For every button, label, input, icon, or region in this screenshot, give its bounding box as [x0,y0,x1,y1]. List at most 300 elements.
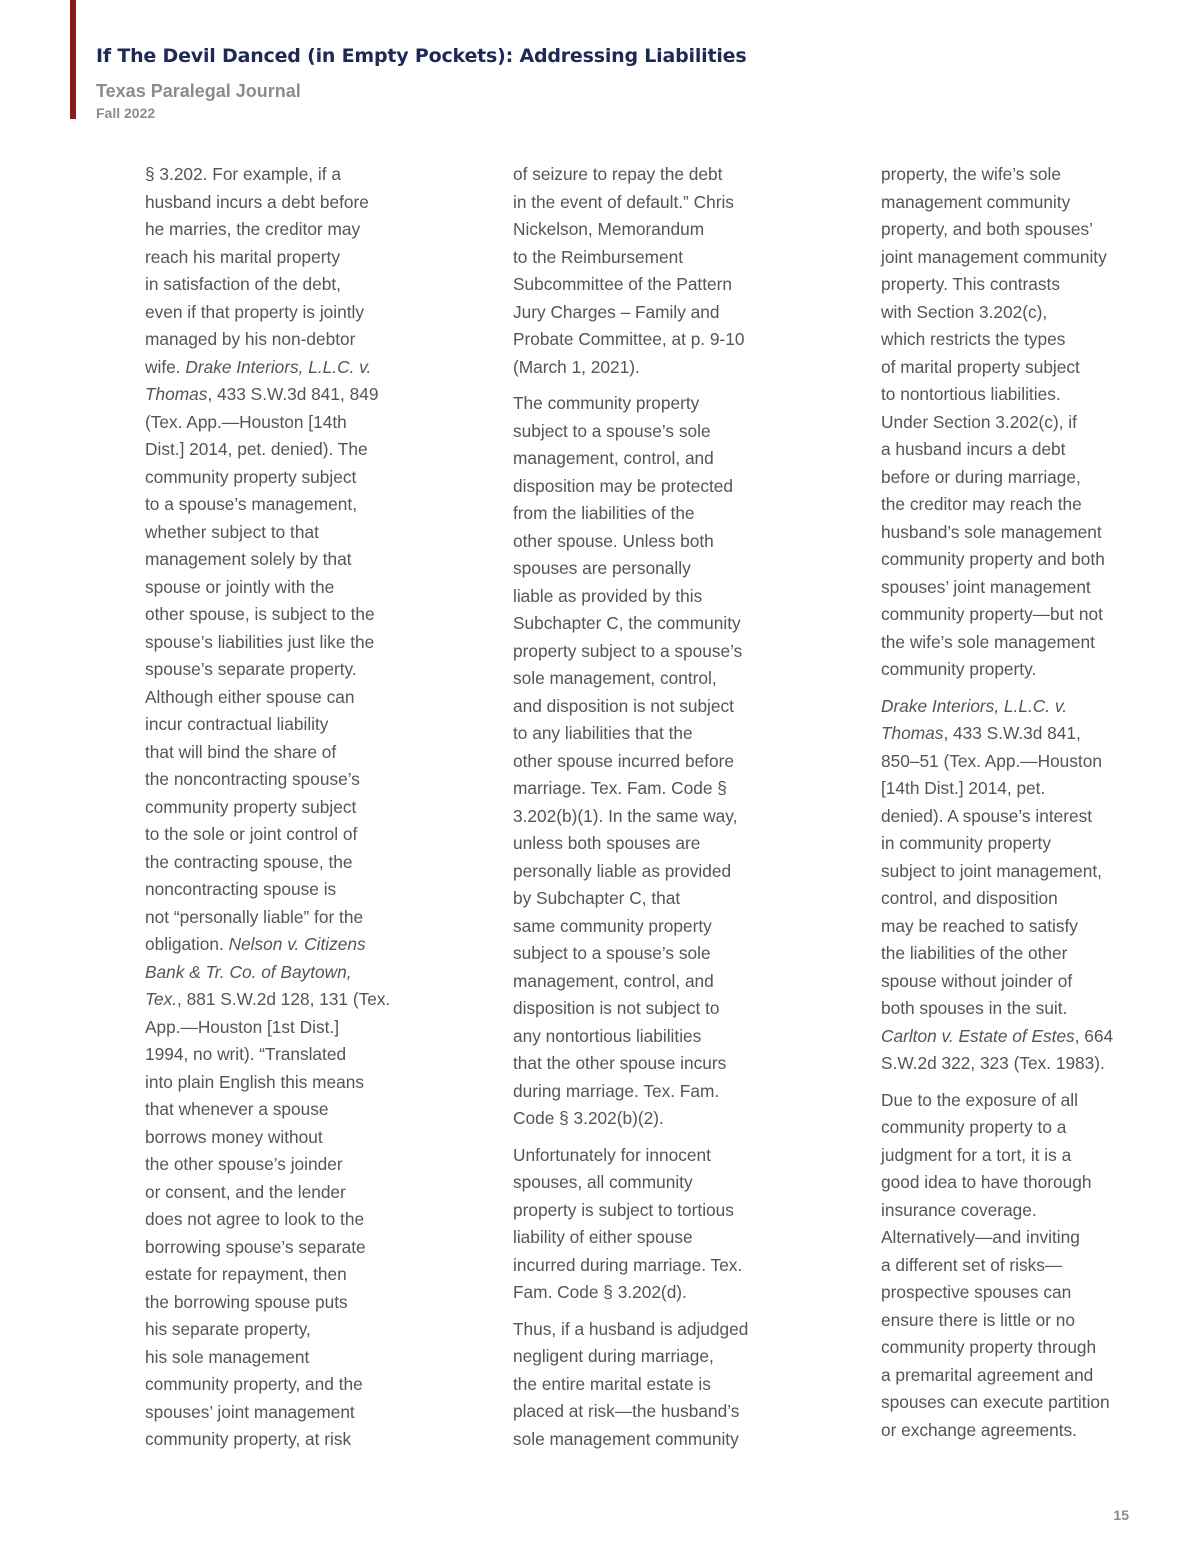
text-run: reach his marital property [145,246,340,267]
case-citation: Carlton v. Estate of Estes [881,1025,1075,1046]
text-run: Subchapter C, the community [513,613,741,633]
text-run: control, and disposition [881,888,1058,908]
text-line [881,1224,1136,1252]
text-line [145,1289,405,1317]
text-run: with Section 3.202(c), [881,301,1048,322]
text-run: whether subject to that [145,521,319,542]
text-line [145,821,405,849]
text-line [513,638,773,666]
text-line [513,1050,773,1078]
text-line [145,601,405,629]
text-run: or consent, and the lender [145,1181,346,1202]
text-run: to the Reimbursement [513,246,684,267]
case-citation: Drake Interiors, L.L.C. v. [185,356,372,377]
text-run: Nickelson, Memorandum [513,219,705,239]
text-line [881,381,1136,409]
text-line [881,1023,1136,1051]
case-citation: Thomas [145,384,208,404]
text-run: community property, and the [145,1374,363,1394]
text-run: community property to a [881,1117,1067,1137]
text-run: spouse’s liabilities just like the [145,631,375,652]
text-run: that will bind the share of [145,741,337,762]
text-run: spouses, all community [513,1172,693,1192]
text-run: into plain English this means [145,1071,365,1092]
text-line [881,940,1136,968]
text-run: , 664 [1074,1025,1114,1046]
text-line [881,1252,1136,1280]
text-line [881,830,1136,858]
text-line [513,216,773,244]
text-line [881,519,1136,547]
text-line [145,684,405,712]
text-line [513,858,773,886]
text-run: in satisfaction of the debt, [145,274,341,294]
page-number: 15 [1113,1507,1129,1523]
text-line [881,1389,1136,1417]
case-citation: Nelson v. Citizens [228,934,366,954]
text-line [881,1050,1136,1078]
text-run: or exchange agreements. [881,1419,1077,1440]
text-line [513,299,773,327]
text-run: spouse without joinder of [881,970,1073,991]
text-run: personally liable as provided [513,860,732,881]
text-run: the entire marital estate is [513,1373,711,1394]
text-line [513,354,773,382]
text-run: subject to a spouse’s sole [513,943,711,963]
text-line [513,1371,773,1399]
text-run: unless both spouses are [513,833,701,853]
text-run: managed by his non-debtor [145,329,356,349]
text-line [513,995,773,1023]
text-line [513,1142,773,1170]
text-line [145,436,405,464]
text-line [145,1014,405,1042]
text-run: sole management, control, [513,668,717,688]
text-line [513,1023,773,1051]
header-accent-bar [70,0,76,119]
paragraph [513,1142,773,1307]
text-line [513,500,773,528]
text-line [145,1426,405,1454]
text-run: by Subchapter C, that [513,888,681,908]
text-run: marriage. Tex. Fam. Code § [513,778,727,798]
text-run: spouse’s separate property. [145,659,357,679]
text-run: his sole management [145,1346,310,1367]
text-run: Alternatively—and inviting [881,1227,1080,1247]
text-run: from the liabilities of the [513,503,695,523]
text-line [145,876,405,904]
text-run: The community property [513,393,700,413]
text-run: community property and both [881,549,1105,569]
text-line [145,1261,405,1289]
text-run: prospective spouses can [881,1282,1072,1302]
text-column-1 [145,161,405,1463]
text-run: , 433 S.W.3d 841, [943,723,1081,743]
text-line [145,849,405,877]
text-line [513,610,773,638]
text-run: any nontortious liabilities [513,1025,702,1046]
text-run: spouse or jointly with the [145,576,335,597]
text-run: Due to the exposure of all [881,1089,1078,1110]
text-run: subject to a spouse’s sole [513,420,711,441]
text-line [513,748,773,776]
text-line [881,1279,1136,1307]
text-line [881,464,1136,492]
text-run: the wife’s sole management [881,631,1095,652]
text-run: disposition may be protected [513,475,733,496]
text-run: husband’s sole management [881,521,1102,542]
text-line [881,803,1136,831]
text-run: the borrowing spouse puts [145,1291,348,1312]
text-line [145,711,405,739]
text-line [145,766,405,794]
text-run: community property. [881,659,1037,679]
text-run: 850–51 (Tex. App.—Houston [881,750,1102,771]
text-run: Code § 3.202(b)(2). [513,1108,664,1128]
text-line [145,1206,405,1234]
text-run: during marriage. Tex. Fam. [513,1080,720,1101]
text-line [145,354,405,382]
text-run: 1994, no writ). “Translated [145,1044,347,1064]
text-line [881,858,1136,886]
text-run: 3.202(b)(1). In the same way, [513,805,738,826]
text-run: property subject to a spouse’s [513,640,743,661]
text-run: wife. [145,356,186,377]
text-line [881,995,1136,1023]
text-line [881,1197,1136,1225]
text-line [145,1041,405,1069]
text-run: subject to joint management, [881,860,1102,881]
text-run: to nontortious liabilities. [881,384,1061,404]
journal-name: Texas Paralegal Journal [96,81,301,101]
text-run: , 881 S.W.2d 128, 131 (Tex. [177,989,391,1009]
text-line [513,528,773,556]
case-citation: Thomas [881,723,944,743]
text-run: both spouses in the suit. [881,998,1068,1018]
text-line [145,1316,405,1344]
text-line [513,1224,773,1252]
text-line [513,1343,773,1371]
text-run: not “personally liable” for the [145,906,364,927]
text-line [145,931,405,959]
text-run: community property through [881,1337,1097,1357]
text-run: property. This contrasts [881,274,1060,294]
text-line [513,940,773,968]
text-run: property is subject to tortious [513,1199,734,1220]
text-run: other spouse incurred before [513,750,734,771]
text-line [881,1417,1136,1445]
text-line [513,1105,773,1133]
text-line [513,720,773,748]
text-line [145,629,405,657]
paragraph [881,161,1136,684]
text-line [881,1169,1136,1197]
text-line [145,794,405,822]
text-line [513,390,773,418]
text-line [513,583,773,611]
text-run: and disposition is not subject [513,695,734,716]
case-citation: Bank & Tr. Co. of Baytown, [145,961,352,982]
text-run: that the other spouse incurs [513,1053,727,1073]
text-line [881,1334,1136,1362]
case-citation: Tex. [145,989,178,1009]
text-run: to the sole or joint control of [145,824,358,844]
text-run: denied). A spouse’s interest [881,805,1093,826]
paragraph [513,1316,773,1454]
text-line [145,1371,405,1399]
text-line [513,1252,773,1280]
text-line [145,491,405,519]
text-run: husband incurs a debt before [145,191,369,212]
text-line [881,216,1136,244]
text-line [513,1197,773,1225]
text-run: liability of either spouse [513,1227,693,1247]
text-run: spouses’ joint management [881,576,1091,597]
text-line [513,693,773,721]
text-run: in community property [881,833,1051,853]
text-run: community property, at risk [145,1429,352,1449]
text-run: before or during marriage, [881,466,1081,487]
text-line [145,161,405,189]
text-line [145,519,405,547]
text-line [145,464,405,492]
text-run: community property subject [145,796,357,817]
text-line [145,1151,405,1179]
article-title: If The Devil Danced (in Empty Pockets): Addressing Liabilities [96,45,747,67]
text-run: management, control, and [513,970,714,991]
text-line [513,1398,773,1426]
text-run: ensure there is little or no [881,1309,1076,1330]
text-run: Fam. Code § 3.202(d). [513,1282,687,1302]
text-line [145,216,405,244]
text-run: (Tex. App.—Houston [14th [145,411,347,432]
text-run: of seizure to repay the debt [513,164,723,184]
text-line [881,1362,1136,1390]
text-line [145,1096,405,1124]
text-line [881,436,1136,464]
text-line [881,968,1136,996]
text-run: to a spouse’s management, [145,494,357,514]
text-run: same community property [513,915,712,936]
text-line [145,1399,405,1427]
text-line [513,913,773,941]
text-run: property, the wife’s sole [881,164,1061,184]
text-line [881,1142,1136,1170]
text-run: even if that property is jointly [145,301,365,322]
text-run: in the event of default.” Chris [513,191,734,212]
text-run: good idea to have thorough [881,1172,1092,1192]
text-line [881,1087,1136,1115]
text-line [881,299,1136,327]
text-line [881,693,1136,721]
text-line [145,574,405,602]
text-line [513,473,773,501]
text-run: does not agree to look to the [145,1209,365,1229]
text-run: liable as provided by this [513,585,703,606]
text-line [513,1078,773,1106]
text-run: a different set of risks— [881,1254,1063,1275]
text-line [513,830,773,858]
text-run: community property—but not [881,604,1103,624]
text-run: the creditor may reach the [881,494,1082,514]
text-line [145,299,405,327]
text-line [881,244,1136,272]
text-line [145,1179,405,1207]
text-line [881,748,1136,776]
text-run: joint management community [881,246,1107,267]
text-run: the noncontracting spouse’s [145,769,360,789]
text-run: obligation. [145,934,229,954]
text-line [881,1114,1136,1142]
case-citation: Drake Interiors, L.L.C. v. [881,695,1067,716]
text-run: Unfortunately for innocent [513,1144,711,1165]
text-run: sole management community [513,1428,739,1449]
paragraph [881,1087,1136,1445]
text-line [145,381,405,409]
text-line [145,326,405,354]
text-run: negligent during marriage, [513,1346,714,1366]
text-line [145,1069,405,1097]
text-line [513,1279,773,1307]
text-line [145,959,405,987]
text-run: a premarital agreement and [881,1364,1094,1385]
text-line [145,904,405,932]
text-run: spouses are personally [513,558,691,578]
text-run: may be reached to satisfy [881,915,1078,936]
text-run: incur contractual liability [145,714,329,734]
text-line [145,271,405,299]
text-line [145,986,405,1014]
text-column-3 [881,161,1136,1453]
paragraph [513,390,773,1133]
text-run: property, and both spouses’ [881,219,1093,239]
paragraph [881,693,1136,1078]
text-line [881,601,1136,629]
text-line [881,720,1136,748]
text-run: estate for repayment, then [145,1264,347,1284]
text-line [513,803,773,831]
text-run: other spouse. Unless both [513,530,714,551]
text-line [513,418,773,446]
text-run: which restricts the types [881,329,1066,349]
text-line [513,885,773,913]
text-line [881,574,1136,602]
text-line [513,665,773,693]
text-line [145,1234,405,1262]
text-line [881,913,1136,941]
text-line [145,1124,405,1152]
text-line [513,326,773,354]
text-line [881,885,1136,913]
text-run: the contracting spouse, the [145,851,353,872]
text-line [145,1344,405,1372]
text-line [513,555,773,583]
text-run: placed at risk—the husband’s [513,1401,740,1421]
text-line [513,968,773,996]
text-run: S.W.2d 322, 323 (Tex. 1983). [881,1053,1105,1073]
text-line [881,409,1136,437]
text-line [145,189,405,217]
text-line [881,189,1136,217]
text-run: Probate Committee, at p. 9-10 [513,329,745,349]
text-run: noncontracting spouse is [145,879,337,899]
text-run: that whenever a spouse [145,1099,329,1119]
text-line [881,491,1136,519]
text-run: management solely by that [145,549,352,569]
text-run: management, control, and [513,448,714,468]
text-run: disposition is not subject to [513,998,720,1018]
text-run: other spouse, is subject to the [145,604,375,624]
text-run: a husband incurs a debt [881,439,1066,459]
text-run: judgment for a tort, it is a [881,1144,1072,1165]
text-run: of marital property subject [881,356,1080,377]
text-line [145,244,405,272]
text-run: Subcommittee of the Pattern [513,274,733,294]
text-column-2 [513,161,773,1462]
text-line [513,445,773,473]
text-line [881,161,1136,189]
text-line [881,1307,1136,1335]
text-run: , 433 S.W.3d 841, 849 [207,384,379,404]
text-run: App.—Houston [1st Dist.] [145,1016,340,1037]
text-line [881,656,1136,684]
text-line [513,161,773,189]
text-run: the liabilities of the other [881,943,1068,963]
text-run: he marries, the creditor may [145,219,361,239]
issue-date: Fall 2022 [96,105,156,121]
text-run: Although either spouse can [145,686,355,707]
text-run: (March 1, 2021). [513,356,640,377]
text-run: insurance coverage. [881,1199,1037,1220]
text-run: [14th Dist.] 2014, pet. [881,778,1046,798]
text-run: his separate property, [145,1319,311,1339]
paragraph [145,161,405,1454]
text-line [145,739,405,767]
text-run: the other spouse’s joinder [145,1154,343,1174]
text-line [881,271,1136,299]
text-line [513,1426,773,1454]
text-run: Jury Charges – Family and [513,301,720,322]
text-line [513,244,773,272]
text-run: § 3.202. For example, if a [145,164,341,184]
text-line [513,189,773,217]
text-line [881,354,1136,382]
text-run: Dist.] 2014, pet. denied). The [145,439,368,459]
text-line [145,409,405,437]
text-line [513,1169,773,1197]
text-line [881,326,1136,354]
text-run: incurred during marriage. Tex. [513,1254,743,1275]
text-line [881,546,1136,574]
text-run: Thus, if a husband is adjudged [513,1318,749,1339]
text-run: Under Section 3.202(c), if [881,411,1077,432]
text-line [145,656,405,684]
text-run: to any liabilities that the [513,723,693,743]
text-run: borrows money without [145,1126,323,1147]
text-run: borrowing spouse’s separate [145,1236,366,1257]
text-line [881,629,1136,657]
text-line [145,546,405,574]
text-line [881,775,1136,803]
text-line [513,775,773,803]
text-line [513,1316,773,1344]
text-run: spouses can execute partition [881,1392,1110,1412]
text-run: community property subject [145,466,357,487]
text-run: management community [881,191,1071,212]
text-line [513,271,773,299]
paragraph [513,161,773,381]
text-run: spouses’ joint management [145,1401,355,1422]
